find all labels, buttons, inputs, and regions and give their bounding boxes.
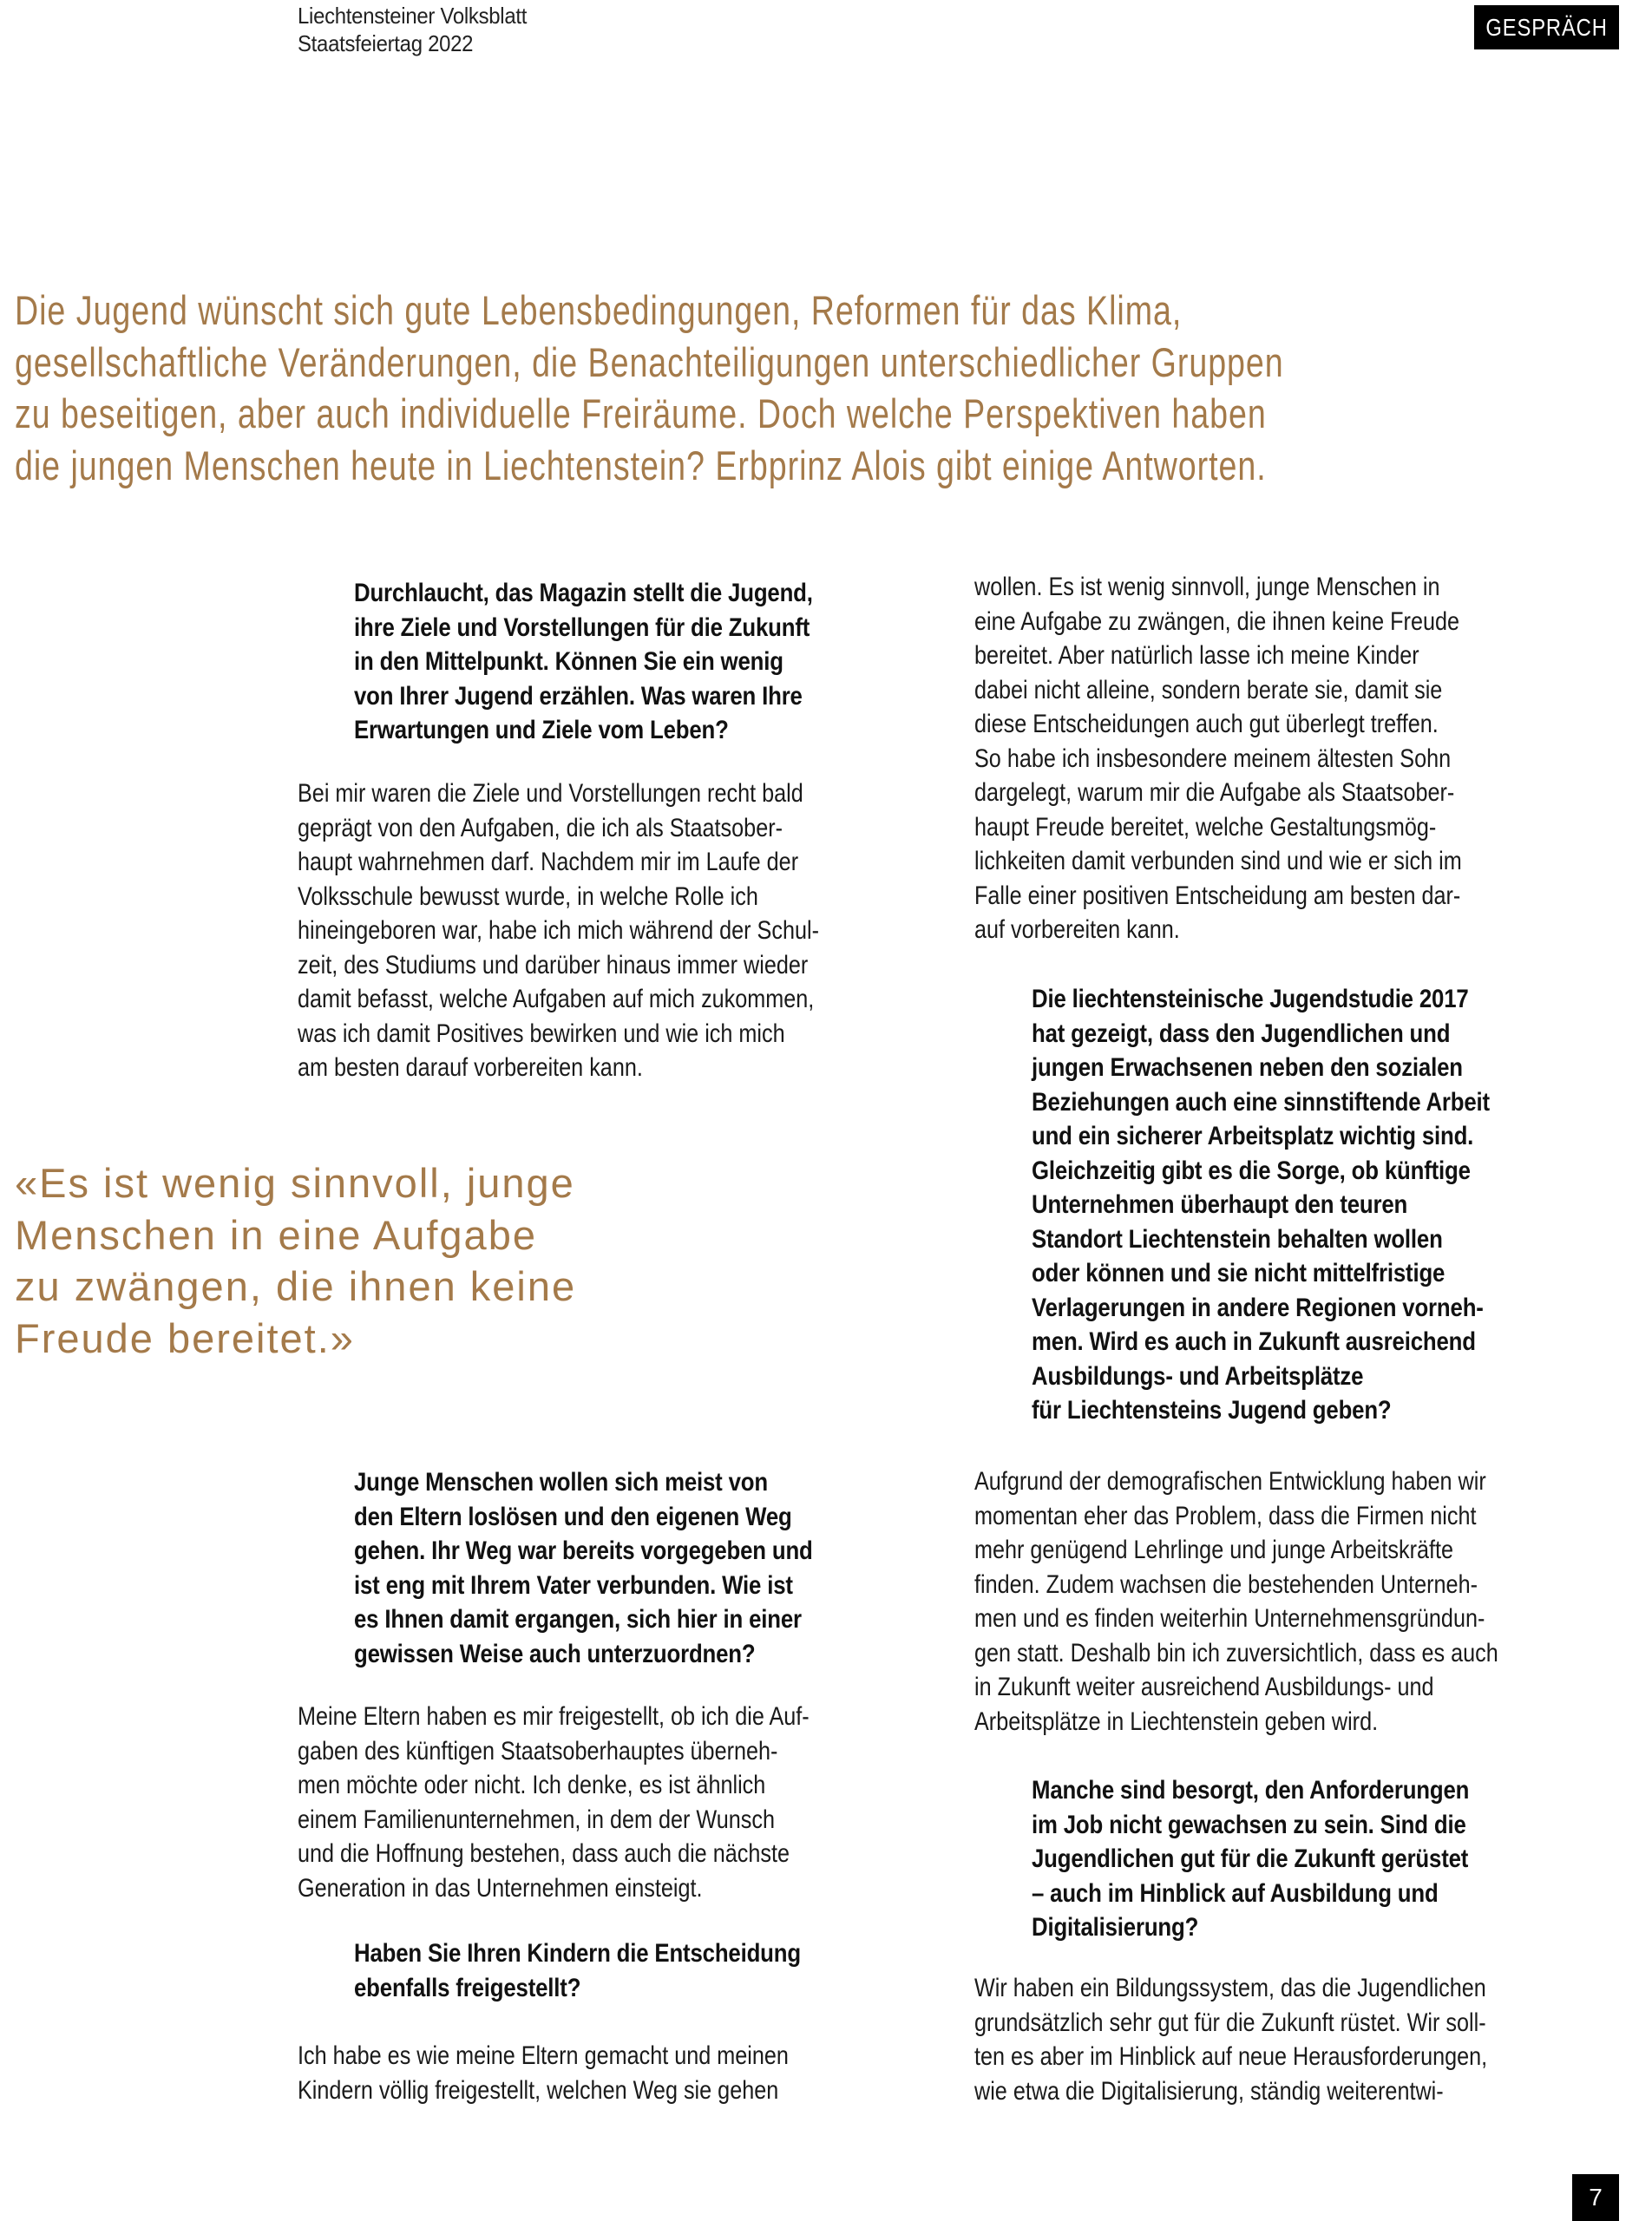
answer-line: wollen. Es ist wenig sinnvoll, junge Menschen in <box>974 573 1440 601</box>
answer-line: dabei nicht alleine, sondern berate sie, damit sie <box>974 675 1443 704</box>
question-line: ist eng mit Ihrem Vater verbunden. Wie ist <box>354 1570 793 1600</box>
answer-line: So habe ich insbesondere meinem ältesten Sohn <box>974 744 1452 773</box>
question-line: Verlagerungen in andere Regionen vorneh- <box>1032 1293 1484 1322</box>
answer-line: wie etwa die Digitalisierung, ständig weiterentwi- <box>974 2076 1444 2106</box>
answer-line: Ich habe es wie meine Eltern gemacht und meinen <box>298 2041 789 2070</box>
answer-line: dargelegt, warum mir die Aufgabe als Staatsober- <box>974 778 1455 807</box>
question-line: Unternehmen überhaupt den teuren <box>1032 1190 1408 1219</box>
answer-2 <box>298 1700 940 1905</box>
answer-line: zeit, des Studiums und darüber hinaus immer wieder <box>298 950 809 979</box>
question-5 <box>1032 1773 1630 1945</box>
pull-quote <box>15 1157 576 1364</box>
question-line: Standort Liechtenstein behalten wollen <box>1032 1224 1443 1254</box>
question-3 <box>354 1936 944 2005</box>
question-line: Erwartungen und Ziele vom Leben? <box>354 716 729 744</box>
answer-3-part-2 <box>974 570 1616 947</box>
answer-line: ten es aber im Hinblick auf neue Herausforderungen, <box>974 2042 1488 2071</box>
question-line: den Eltern loslösen und den eigenen Weg <box>354 1502 792 1531</box>
publication-name: Liechtensteiner Volksblatt <box>298 3 528 29</box>
answer-line: haupt wahrnehmen darf. Nachdem mir im Laufe der <box>298 848 799 876</box>
quote-line: Menschen in eine Aufgabe <box>15 1211 537 1258</box>
lead-line: gesellschaftliche Veränderungen, die Benachteiligungen unterschiedlicher Gruppen <box>15 338 1284 385</box>
answer-line: Falle einer positiven Entscheidung am besten dar- <box>974 881 1461 910</box>
question-line: Digitalisierung? <box>1032 1913 1199 1942</box>
answer-line: diese Entscheidungen auch gut überlegt treffen. <box>974 710 1439 738</box>
quote-line: zu zwängen, die ihnen keine <box>15 1263 577 1309</box>
answer-line: Bei mir waren die Ziele und Vorstellungen recht bald <box>298 779 803 808</box>
question-1 <box>354 576 944 748</box>
issue-name: Staatsfeiertag 2022 <box>298 30 474 56</box>
section-badge <box>1474 5 1619 49</box>
answer-line: was ich damit Positives bewirken und wie ich mich <box>298 1019 785 1048</box>
question-line: ebenfalls freigestellt? <box>354 1973 581 2002</box>
answer-line: Kindern völlig freigestellt, welchen Weg sie gehen <box>298 2075 779 2105</box>
question-line: Haben Sie Ihren Kindern die Entscheidung <box>354 1939 801 1968</box>
question-line: in den Mittelpunkt. Können Sie ein wenig <box>354 647 783 676</box>
answer-4 <box>974 1464 1616 1739</box>
answer-line: geprägt von den Aufgaben, die ich als Staatsober- <box>298 813 783 842</box>
question-line: es Ihnen damit ergangen, sich hier in einer <box>354 1605 802 1634</box>
question-line: Gleichzeitig gibt es die Sorge, ob künftige <box>1032 1156 1471 1185</box>
question-line: Beziehungen auch eine sinnstiftende Arbeit <box>1032 1087 1490 1117</box>
question-line: gehen. Ihr Weg war bereits vorgegeben und <box>354 1536 813 1565</box>
answer-line: haupt Freude bereitet, welche Gestaltungsmög- <box>974 812 1437 842</box>
question-line: im Job nicht gewachsen zu sein. Sind die <box>1032 1810 1466 1839</box>
question-line: gewissen Weise auch unterzuordnen? <box>354 1639 756 1668</box>
answer-line: auf vorbereiten kann. <box>974 915 1180 944</box>
section-label: GESPRÄCH <box>1485 13 1608 41</box>
answer-line: men möchte oder nicht. Ich denke, es ist ähnlich <box>298 1771 766 1799</box>
question-line: von Ihrer Jugend erzählen. Was waren Ihre <box>354 681 803 711</box>
answer-1 <box>298 776 940 1085</box>
question-line: für Liechtensteins Jugend geben? <box>1032 1396 1392 1425</box>
question-line: Junge Menschen wollen sich meist von <box>354 1468 768 1497</box>
lead-paragraph <box>15 285 1629 491</box>
question-line: Durchlaucht, das Magazin stellt die Jugend, <box>354 579 813 607</box>
question-line: Die liechtensteinische Jugendstudie 2017 <box>1032 985 1469 1013</box>
answer-line: momentan eher das Problem, dass die Firmen nicht <box>974 1501 1477 1530</box>
answer-line: Wir haben ein Bildungssystem, das die Jugendlichen <box>974 1974 1486 2002</box>
lead-line: Die Jugend wünscht sich gute Lebensbedingungen, Reformen für das Klima, <box>15 287 1183 333</box>
answer-line: Aufgrund der demografischen Entwicklung haben wir <box>974 1467 1486 1496</box>
page-number-badge <box>1572 2174 1619 2221</box>
answer-line: eine Aufgabe zu zwängen, die ihnen keine Freude <box>974 606 1460 636</box>
question-line: Jugendlichen gut für die Zukunft gerüstet <box>1032 1844 1469 1873</box>
question-line: ihre Ziele und Vorstellungen für die Zukunft <box>354 613 810 642</box>
answer-line: finden. Zudem wachsen die bestehenden Unterneh- <box>974 1569 1478 1599</box>
question-line: und ein sicherer Arbeitsplatz wichtig sind. <box>1032 1122 1474 1150</box>
answer-line: in Zukunft weiter ausreichend Ausbildungs- und <box>974 1673 1434 1701</box>
answer-line: hineingeboren war, habe ich mich während der Schul- <box>298 916 819 945</box>
answer-line: damit befasst, welche Aufgaben auf mich zukommen, <box>298 985 815 1013</box>
answer-line: men und es finden weiterhin Unternehmensgründun- <box>974 1604 1485 1633</box>
publication-header <box>298 2 527 57</box>
answer-3-part-1 <box>298 2039 940 2107</box>
answer-line: einem Familienunternehmen, in dem der Wunsch <box>298 1805 776 1834</box>
answer-line: Volksschule bewusst wurde, in welche Rolle ich <box>298 881 758 911</box>
answer-line: mehr genügend Lehrlinge und junge Arbeitskräfte <box>974 1536 1453 1564</box>
answer-5 <box>974 1971 1616 2108</box>
question-4 <box>1032 982 1630 1428</box>
question-line: hat gezeigt, dass den Jugendlichen und <box>1032 1019 1451 1048</box>
answer-line: gen statt. Deshalb bin ich zuversichtlich, dass es auch <box>974 1638 1498 1667</box>
lead-line: zu beseitigen, aber auch individuelle Freiräume. Doch welche Perspektiven haben <box>15 390 1267 436</box>
answer-line: bereitet. Aber natürlich lasse ich meine Kinder <box>974 641 1419 670</box>
answer-line: grundsätzlich sehr gut für die Zukunft rüstet. Wir soll- <box>974 2008 1486 2037</box>
question-line: men. Wird es auch in Zukunft ausreichend <box>1032 1327 1476 1356</box>
page-number: 7 <box>1589 2184 1603 2211</box>
answer-line: lichkeiten damit verbunden sind und wie er sich im <box>974 847 1462 875</box>
answer-line: Meine Eltern haben es mir freigestellt, ob ich die Auf- <box>298 1702 810 1731</box>
question-line: jungen Erwachsenen neben den sozialen <box>1032 1053 1463 1082</box>
lead-line: die jungen Menschen heute in Liechtenstein? Erbprinz Alois gibt einige Antworten. <box>15 442 1267 488</box>
answer-line: und die Hoffnung bestehen, dass auch die nächste <box>298 1839 790 1868</box>
question-line: Ausbildungs- und Arbeitsplätze <box>1032 1361 1364 1391</box>
quote-line: Freude bereitet.» <box>15 1314 355 1361</box>
quote-line: «Es ist wenig sinnvoll, junge <box>15 1160 575 1206</box>
answer-line: Generation in das Unternehmen einsteigt. <box>298 1873 703 1903</box>
question-line: – auch im Hinblick auf Ausbildung und <box>1032 1878 1439 1908</box>
question-2 <box>354 1465 944 1671</box>
answer-line: gaben des künftigen Staatsoberhauptes überneh- <box>298 1736 778 1766</box>
answer-line: Arbeitsplätze in Liechtenstein geben wird. <box>974 1707 1379 1736</box>
question-line: Manche sind besorgt, den Anforderungen <box>1032 1776 1470 1805</box>
answer-line: am besten darauf vorbereiten kann. <box>298 1053 643 1082</box>
question-line: oder können und sie nicht mittelfristige <box>1032 1259 1446 1287</box>
